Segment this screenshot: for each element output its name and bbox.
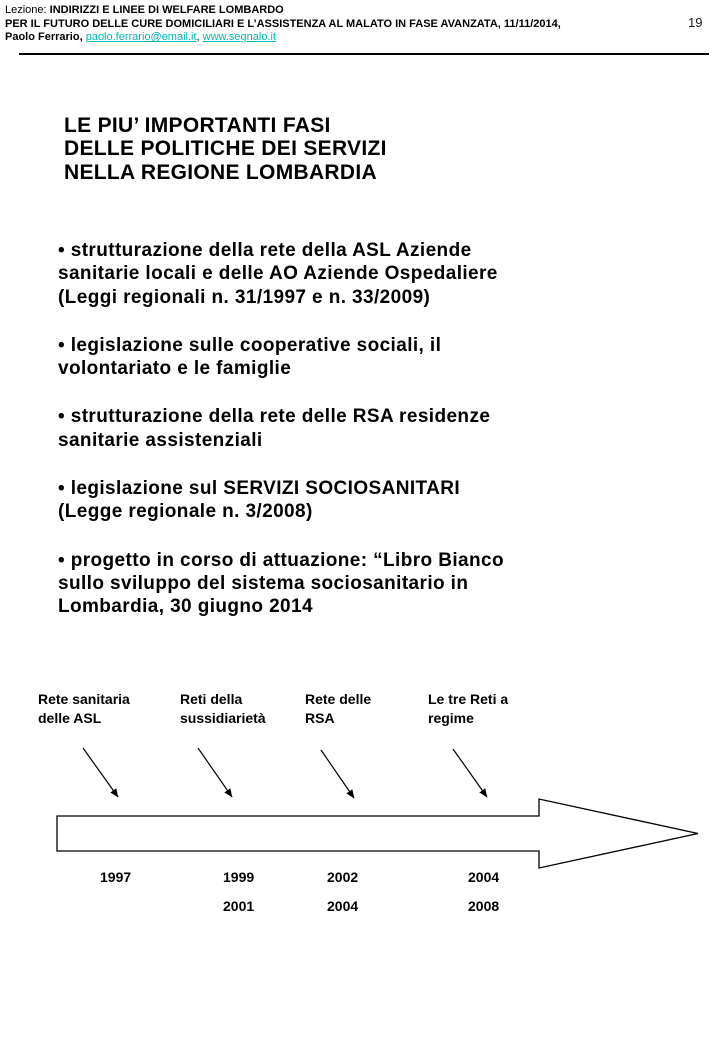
bullet-item-rsa <box>58 405 658 452</box>
header-lesson-prefix: Lezione: <box>5 4 50 16</box>
bullet-item-libro-bianco <box>58 549 658 619</box>
bullet-line: • strutturazione della rete della ASL Aziende <box>58 240 472 261</box>
bullet-line: Lombardia, 30 giugno 2014 <box>58 596 313 618</box>
title-line-1: LE PIU’ IMPORTANTI FASI <box>64 114 331 137</box>
year-1999: 1999 <box>223 869 255 885</box>
timeline-label-line: RSA <box>305 710 335 727</box>
bullet-list <box>58 239 658 644</box>
slide-title <box>64 114 387 184</box>
timeline-label-line: Rete sanitaria <box>38 691 130 707</box>
year-2004b: 2004 <box>327 898 359 914</box>
email-link[interactable]: paolo.ferrario@email.it <box>85 31 197 44</box>
header-divider <box>19 53 709 55</box>
title-line-3: NELLA REGIONE LOMBARDIA <box>64 160 377 184</box>
title-line-2: DELLE POLITICHE DEI SERVIZI <box>64 137 387 161</box>
header-lesson-title: INDIRIZZI E LINEE DI WELFARE LOMBARDO <box>49 4 284 16</box>
year-2008: 2008 <box>468 898 500 914</box>
header-line-3 <box>5 31 561 45</box>
header-line-1 <box>5 4 561 18</box>
header <box>5 4 561 45</box>
bullet-item-sociosanitari <box>58 477 658 524</box>
year-2001: 2001 <box>223 898 255 914</box>
bullet-item-asl <box>58 239 658 309</box>
timeline-label-line: Le tre Reti a <box>428 691 509 707</box>
timeline-label-line: sussidiarietà <box>180 710 266 727</box>
year-2004: 2004 <box>468 869 500 885</box>
timeline-label-rete-rsa <box>305 690 371 729</box>
bullet-line: • legislazione sulle cooperative sociali, il <box>58 334 442 356</box>
bullet-line: • legislazione sul SERVIZI SOCIOSANITARI <box>58 478 461 500</box>
connector-arrow-icon <box>321 750 354 798</box>
timeline-label-line: Reti della <box>180 691 243 707</box>
bullet-item-cooperative <box>58 334 658 381</box>
bullet-line: (Legge regionale n. 3/2008) <box>58 501 313 523</box>
timeline-label-rete-asl <box>38 690 130 729</box>
bullet-line: volontariato e le famiglie <box>58 358 292 380</box>
big-right-arrow-icon <box>57 799 698 868</box>
bullet-line: sanitarie assistenziali <box>58 429 263 451</box>
timeline-label-line: Rete delle <box>305 691 372 707</box>
year-1997: 1997 <box>100 869 132 885</box>
timeline-label-sussidiarieta <box>180 690 266 729</box>
year-2002: 2002 <box>327 869 359 885</box>
bullet-line: (Leggi regionali n. 31/1997 e n. 33/2009) <box>58 286 431 308</box>
bullet-line: sullo sviluppo del sistema sociosanitario in <box>58 572 469 594</box>
page-number: 19 <box>688 15 703 30</box>
header-author: Paolo Ferrario, <box>5 31 86 44</box>
header-separator: , <box>196 31 203 44</box>
connector-arrow-icon <box>198 748 232 797</box>
timeline-label-line: regime <box>428 710 474 727</box>
connector-arrow-icon <box>83 748 118 797</box>
timeline-label-line: delle ASL <box>38 710 102 727</box>
bullet-line: • strutturazione della rete delle RSA residenze <box>58 406 491 428</box>
timeline-label-tre-reti <box>428 690 508 729</box>
connector-arrow-icon <box>453 749 487 797</box>
bullet-line: sanitarie locali e delle AO Aziende Ospedaliere <box>58 263 498 285</box>
bullet-line: • progetto in corso di attuazione: “Libro Bianco <box>58 549 504 571</box>
website-link[interactable]: www.segnalo.it <box>202 31 277 44</box>
header-subtitle: PER IL FUTURO DELLE CURE DOMICILIARI E L’ASSISTENZA AL MALATO IN FASE AVANZATA, 11/11/2014, <box>5 17 561 30</box>
